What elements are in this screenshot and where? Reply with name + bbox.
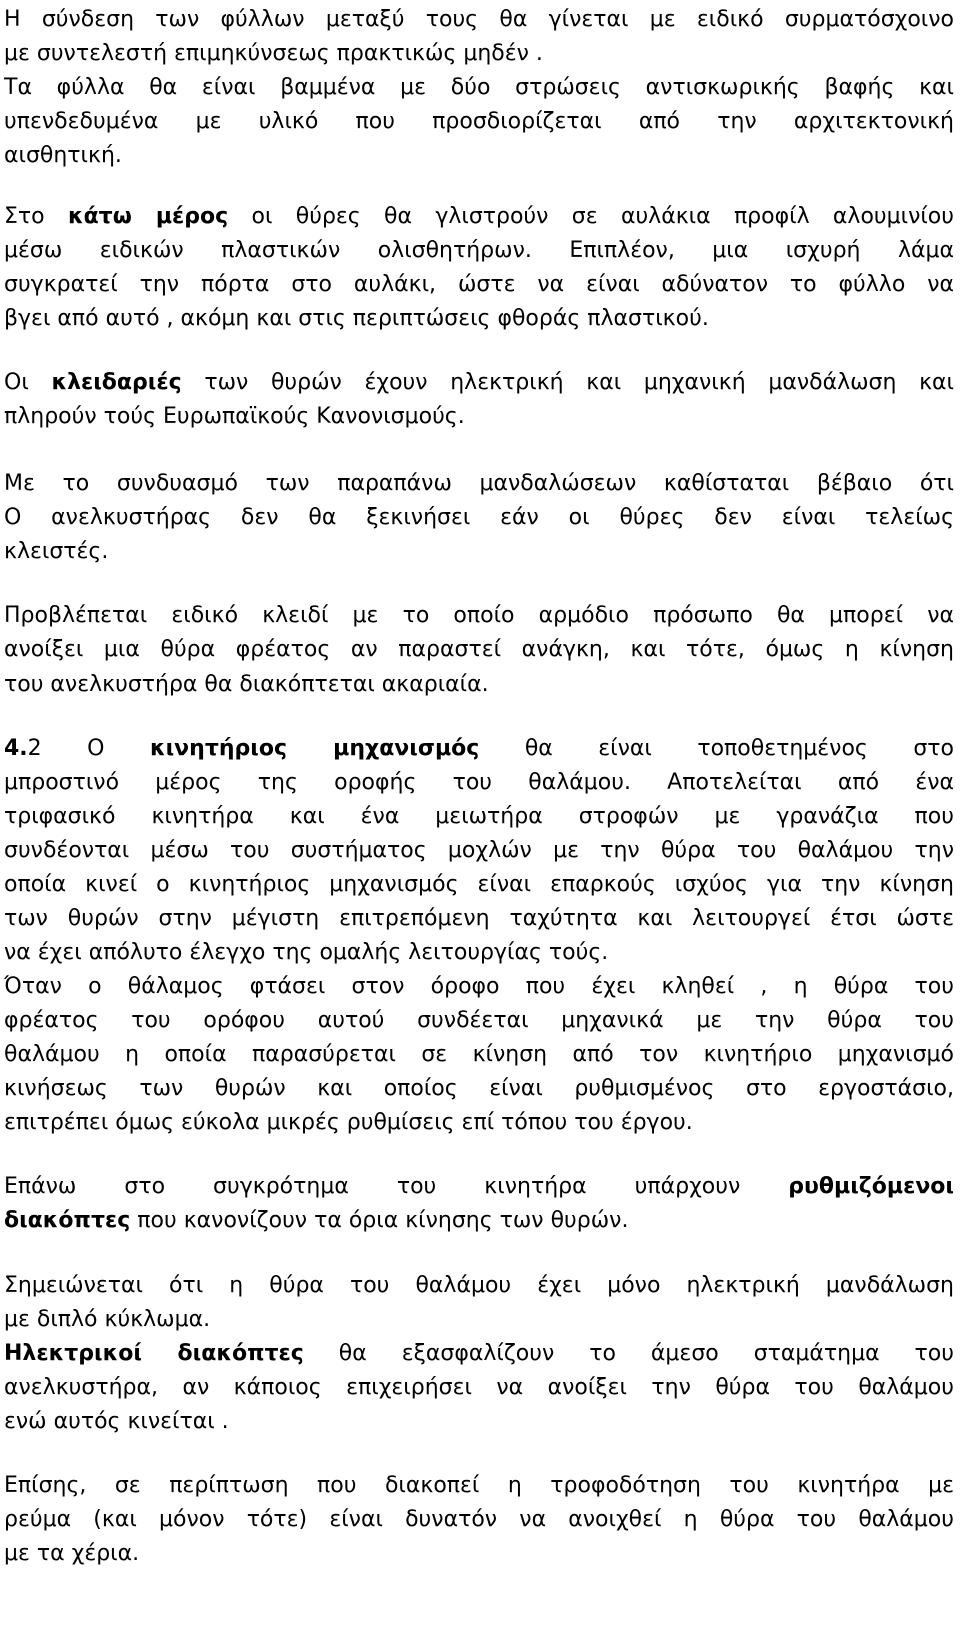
text-span: των θυρών έχουν ηλεκτρική και μηχανική μανδάλωση και xyxy=(181,370,954,395)
text-line: μπροστινό μέρος της οροφής του θαλάμου. Αποτελείται από ένα xyxy=(4,770,954,795)
text-line: με τα χέρια. xyxy=(4,1541,140,1566)
text-line: πληρούν τούς Ευρωπαϊκούς Κανονισμούς. xyxy=(4,404,465,429)
text-line: τριφασικό κινητήρα και ένα μειωτήρα στροφών με γρανάζια που xyxy=(4,804,954,829)
text-line: κλειστές. xyxy=(4,539,109,564)
section-number: 2 xyxy=(27,736,42,761)
text-line: ρεύμα (και μόνον τότε) είναι δυνατόν να ανοιχθεί η θύρα του θαλάμου xyxy=(4,1507,954,1532)
text-line: με συντελεστή επιμηκύνσεως πρακτικώς μηδέν . xyxy=(4,41,543,66)
text-line: Ο ανελκυστήρας δεν θα ξεκινήσει εάν οι θύρες δεν είναι τελείως xyxy=(4,505,954,530)
text-line: ανοίξει μια θύρα φρέατος αν παραστεί ανάγκη, και τότε, όμως η κίνηση xyxy=(4,637,954,662)
text-span: που κανονίζουν τα όρια κίνησης των θυρών. xyxy=(130,1208,629,1233)
text-line: βγει από αυτό , ακόμη και στις περιπτώσεις φθοράς πλαστικού. xyxy=(4,306,709,331)
text-line: Τα φύλλα θα είναι βαμμένα με δύο στρώσεις αντισκωρικής βαφής και xyxy=(4,75,954,100)
bold-term: κινητήριος μηχανισμός xyxy=(149,736,480,761)
text-line: ενώ αυτός κινείται . xyxy=(4,1409,229,1434)
bold-term: κλειδαριές xyxy=(51,370,182,395)
text-line: ανελκυστήρα, αν κάποιος επιχειρήσει να ανοίξει την θύρα του θαλάμου xyxy=(4,1375,954,1400)
text-span: οι θύρες θα γλιστρούν σε αυλάκια προφίλ αλουμινίου xyxy=(228,204,954,229)
text-line: υπενδεδυμένα με υλικό που προσδιορίζεται από την αρχιτεκτονική xyxy=(4,109,954,134)
text-line: των θυρών στην μέγιστη επιτρεπόμενη ταχύτητα και λειτουργεί έτσι ώστε xyxy=(4,906,954,931)
text-line: Η σύνδεση των φύλλων μεταξύ τους θα γίνεται με ειδικό συρματόσχοινο xyxy=(4,7,954,32)
text-line: μέσω ειδικών πλαστικών ολισθητήρων. Επιπλέον, μια ισχυρή λάμα xyxy=(4,238,954,263)
text-span: Στο xyxy=(4,204,68,229)
text-line: οποία κινεί ο κινητήριος μηχανισμός είναι επαρκούς ισχύος για την κίνηση xyxy=(4,872,954,897)
text-line: Με το συνδυασμό των παραπάνω μανδαλώσεων καθίσταται βέβαιο ότι xyxy=(4,471,954,496)
text-line: επιτρέπει όμως εύκολα μικρές ρυθμίσεις επί τόπου του έργου. xyxy=(4,1110,693,1135)
bold-term: διακόπτες xyxy=(4,1208,131,1233)
text-line: με διπλό κύκλωμα. xyxy=(4,1307,211,1332)
text-line: Σημειώνεται ότι η θύρα του θαλάμου έχει μόνο ηλεκτρική μανδάλωση xyxy=(4,1273,954,1298)
section-number: 4. xyxy=(4,736,28,761)
text-span: θα είναι τοποθετημένος στο xyxy=(479,736,954,761)
text-span: Ο xyxy=(41,736,150,761)
bold-term: κάτω μέρος xyxy=(67,204,229,229)
bold-term: ρυθμιζόμενοι xyxy=(788,1174,954,1199)
text-line: Επίσης, σε περίπτωση που διακοπεί η τροφοδότηση του κινητήρα με xyxy=(4,1473,954,1498)
text-span: Οι xyxy=(4,370,52,395)
text-line: θαλάμου η οποία παρασύρεται σε κίνηση από τον κινητήριο μηχανισμό xyxy=(4,1042,954,1067)
text-line: κινήσεως των θυρών και οποίος είναι ρυθμισμένος στο εργοστάσιο, xyxy=(4,1076,954,1101)
bold-term: Ηλεκτρικοί διακόπτες xyxy=(4,1341,304,1366)
text-line: συγκρατεί την πόρτα στο αυλάκι, ώστε να είναι αδύνατον το φύλλο να xyxy=(4,272,954,297)
text-span: θα εξασφαλίζουν το άμεσο σταμάτημα του xyxy=(303,1341,954,1366)
text-line: φρέατος του ορόφου αυτού συνδέεται μηχανικά με την θύρα του xyxy=(4,1008,954,1033)
text-line: Όταν ο θάλαμος φτάσει στον όροφο που έχει κληθεί , η θύρα του xyxy=(4,974,954,999)
text-line: του ανελκυστήρα θα διακόπτεται ακαριαία. xyxy=(4,672,489,697)
text-span: Επάνω στο συγκρότημα του κινητήρα υπάρχουν xyxy=(4,1174,789,1199)
text-line: να έχει απόλυτο έλεγχο της ομαλής λειτουργίας τούς. xyxy=(4,940,609,965)
text-line: Προβλέπεται ειδικό κλειδί με το οποίο αρμόδιο πρόσωπο θα μπορεί να xyxy=(4,603,954,628)
text-line xyxy=(4,1201,628,1241)
text-line: συνδέονται μέσω του συστήματος μοχλών με την θύρα του θαλάμου την xyxy=(4,838,954,863)
text-line: αισθητική. xyxy=(4,143,122,168)
